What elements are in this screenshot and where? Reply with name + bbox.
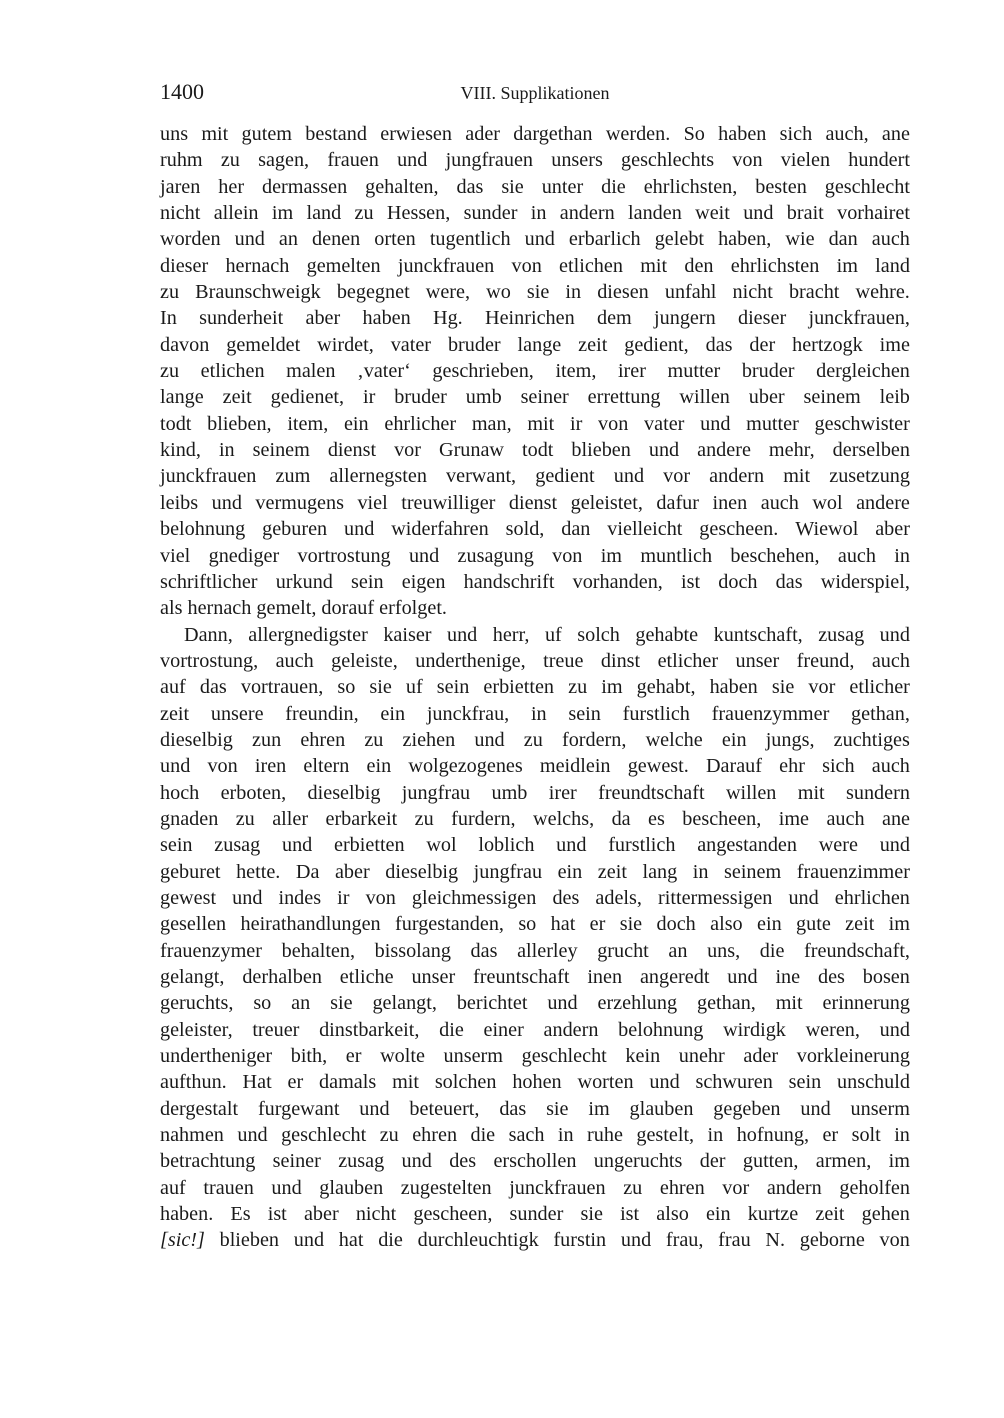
text-line: aufthun. Hat er damals mit solchen hohen worten und schwuren sein unschuld	[160, 1071, 910, 1094]
text-line: dergestalt furgewant und beteuert, das sie im glauben gegeben und unserm	[160, 1097, 910, 1120]
body-text	[160, 121, 910, 1254]
page-header	[160, 78, 910, 106]
text-line: gnaden zu aller erbarkeit zu furdern, welchs, da es bescheen, ime auch ane	[160, 807, 910, 830]
text-line: dieser hernach gemelten junckfrauen von etlichen mit den ehrlichsten im land	[160, 254, 910, 277]
text-line: uns mit gutem bestand erwiesen ader dargethan werden. So haben sich auch, ane	[160, 123, 910, 145]
text-line: geruchts, so an sie gelangt, berichtet und erzehlung gethan, mit erinnerung	[160, 992, 910, 1015]
text-line: zeit unsere freundin, ein junckfrau, in sein furstlich frauenzymmer gethan,	[160, 702, 910, 725]
text-line: belohnung geburen und widerfahren sold, dan vielleicht gescheen. Wiewol aber	[160, 518, 910, 541]
text-line: geleister, treuer dinstbarkeit, die einer andern belohnung wirdigk weren, und	[160, 1018, 910, 1041]
text-line: [sic!] blieben und hat die durchleuchtigk furstin und frau, frau N. geborne von	[160, 1229, 910, 1252]
text-line: viel gnediger vortrostung und zusagung von im muntlich beschehen, auch in	[160, 544, 910, 567]
text-line: kind, in seinem dienst vor Grunaw todt blieben und andere mehr, derselben	[160, 439, 910, 462]
text-line: worden und an denen orten tugentlich und erbarlich gelebt haben, wie dan auch	[160, 228, 910, 251]
text-line: ruhm zu sagen, frauen und jungfrauen unsers geschlechts von vielen hundert	[160, 149, 910, 172]
text-line: haben. Es ist aber nicht gescheen, sunder sie ist also ein kurtze zeit gehen	[160, 1203, 910, 1226]
text-line: zu Braunschweigk begegnet were, wo sie in diesen unfahl nicht bracht wehre.	[160, 281, 910, 304]
text-line: davon gemeldet wirdet, vater bruder lange zeit gedient, das der hertzogk ime	[160, 333, 910, 356]
text-line: hoch erboten, dieselbig jungfrau umb irer freundtschaft willen mit sundern	[160, 781, 910, 804]
text-line: todt blieben, item, ein ehrlicher man, mit ir von vater und mutter geschwister	[160, 412, 910, 435]
page-number: 1400	[160, 79, 204, 104]
running-head: VIII. Supplikationen	[460, 83, 610, 103]
text-line: und von iren eltern ein wolgezogenes meidlein gewest. Darauf ehr sich auch	[160, 755, 910, 778]
text-line: nahmen und geschlecht zu ehren die sach in ruhe gestelt, in hofnung, er solt in	[160, 1124, 910, 1147]
text-line: schriftlicher urkund sein eigen handschrift vorhanden, ist doch das widerspiel,	[160, 570, 910, 593]
text-line: gelangt, derhalben etliche unser freuntschaft inen angeredt und ine des bosen	[160, 966, 910, 988]
text-line: gesellen heirathandlungen furgestanden, so hat er sie doch also ein gute zeit im	[160, 913, 910, 936]
text-line: undertheniger bith, er wolte unserm geschlecht kein unehr ader vorkleinerung	[160, 1045, 910, 1068]
text-line: auf trauen und glauben zugestelten junckfrauen zu ehren vor andern geholfen	[160, 1176, 910, 1199]
text-line: lange zeit gedienet, ir bruder umb seiner errettung willen uber seinem leib	[160, 386, 910, 409]
text-line: gewest und indes ir von gleichmessigen des adels, rittermessigen und ehrlichen	[160, 886, 910, 909]
text-line: vortrostung, auch geleiste, underthenige, treue dinst etlicher unser freund, auch	[160, 649, 910, 672]
text-line: betrachtung seiner zusag und des erschollen ungeruchts der gutten, armen, im	[160, 1150, 910, 1173]
text-line: nicht allein im land zu Hessen, sunder in andern landen weit und brait vorhairet	[160, 202, 910, 225]
text-line: sein zusag und erbietten wol loblich und furstlich angestanden were und	[160, 834, 910, 857]
text-line: junckfrauen zum allernegsten verwant, gedient und vor andern mit zusetzung	[160, 465, 910, 488]
text-line: als hernach gemelt, dorauf erfolget.	[160, 597, 447, 620]
text-line: auf das vortrauen, so sie uf sein erbietten zu im gehabt, haben sie vor etlicher	[160, 676, 910, 699]
text-line: geburet hette. Da aber dieselbig jungfrau ein zeit lang in seinem frauenzimmer	[160, 860, 910, 883]
text-line: frauenzymer behalten, bissolang das allerley grucht an uns, die freundschaft,	[160, 939, 910, 962]
text-line: dieselbig zun ehren zu ziehen und zu fordern, welche ein jungs, zuchtiges	[160, 728, 910, 751]
text-line: leibs und vermugens viel treuwilliger dienst geleistet, dafur inen auch wol andere	[160, 491, 910, 514]
text-line: jaren her dermassen gehalten, das sie unter die ehrlichsten, besten geschlecht	[160, 175, 910, 198]
text-line: Dann, allergnedigster kaiser und herr, uf solch gehabte kuntschaft, zusag und	[184, 623, 910, 646]
text-line: zu etlichen malen ‚vater‘ geschrieben, item, irer mutter bruder dergleichen	[160, 360, 910, 383]
text-line: In sunderheit aber haben Hg. Heinrichen dem jungern dieser junckfrauen,	[160, 307, 910, 330]
